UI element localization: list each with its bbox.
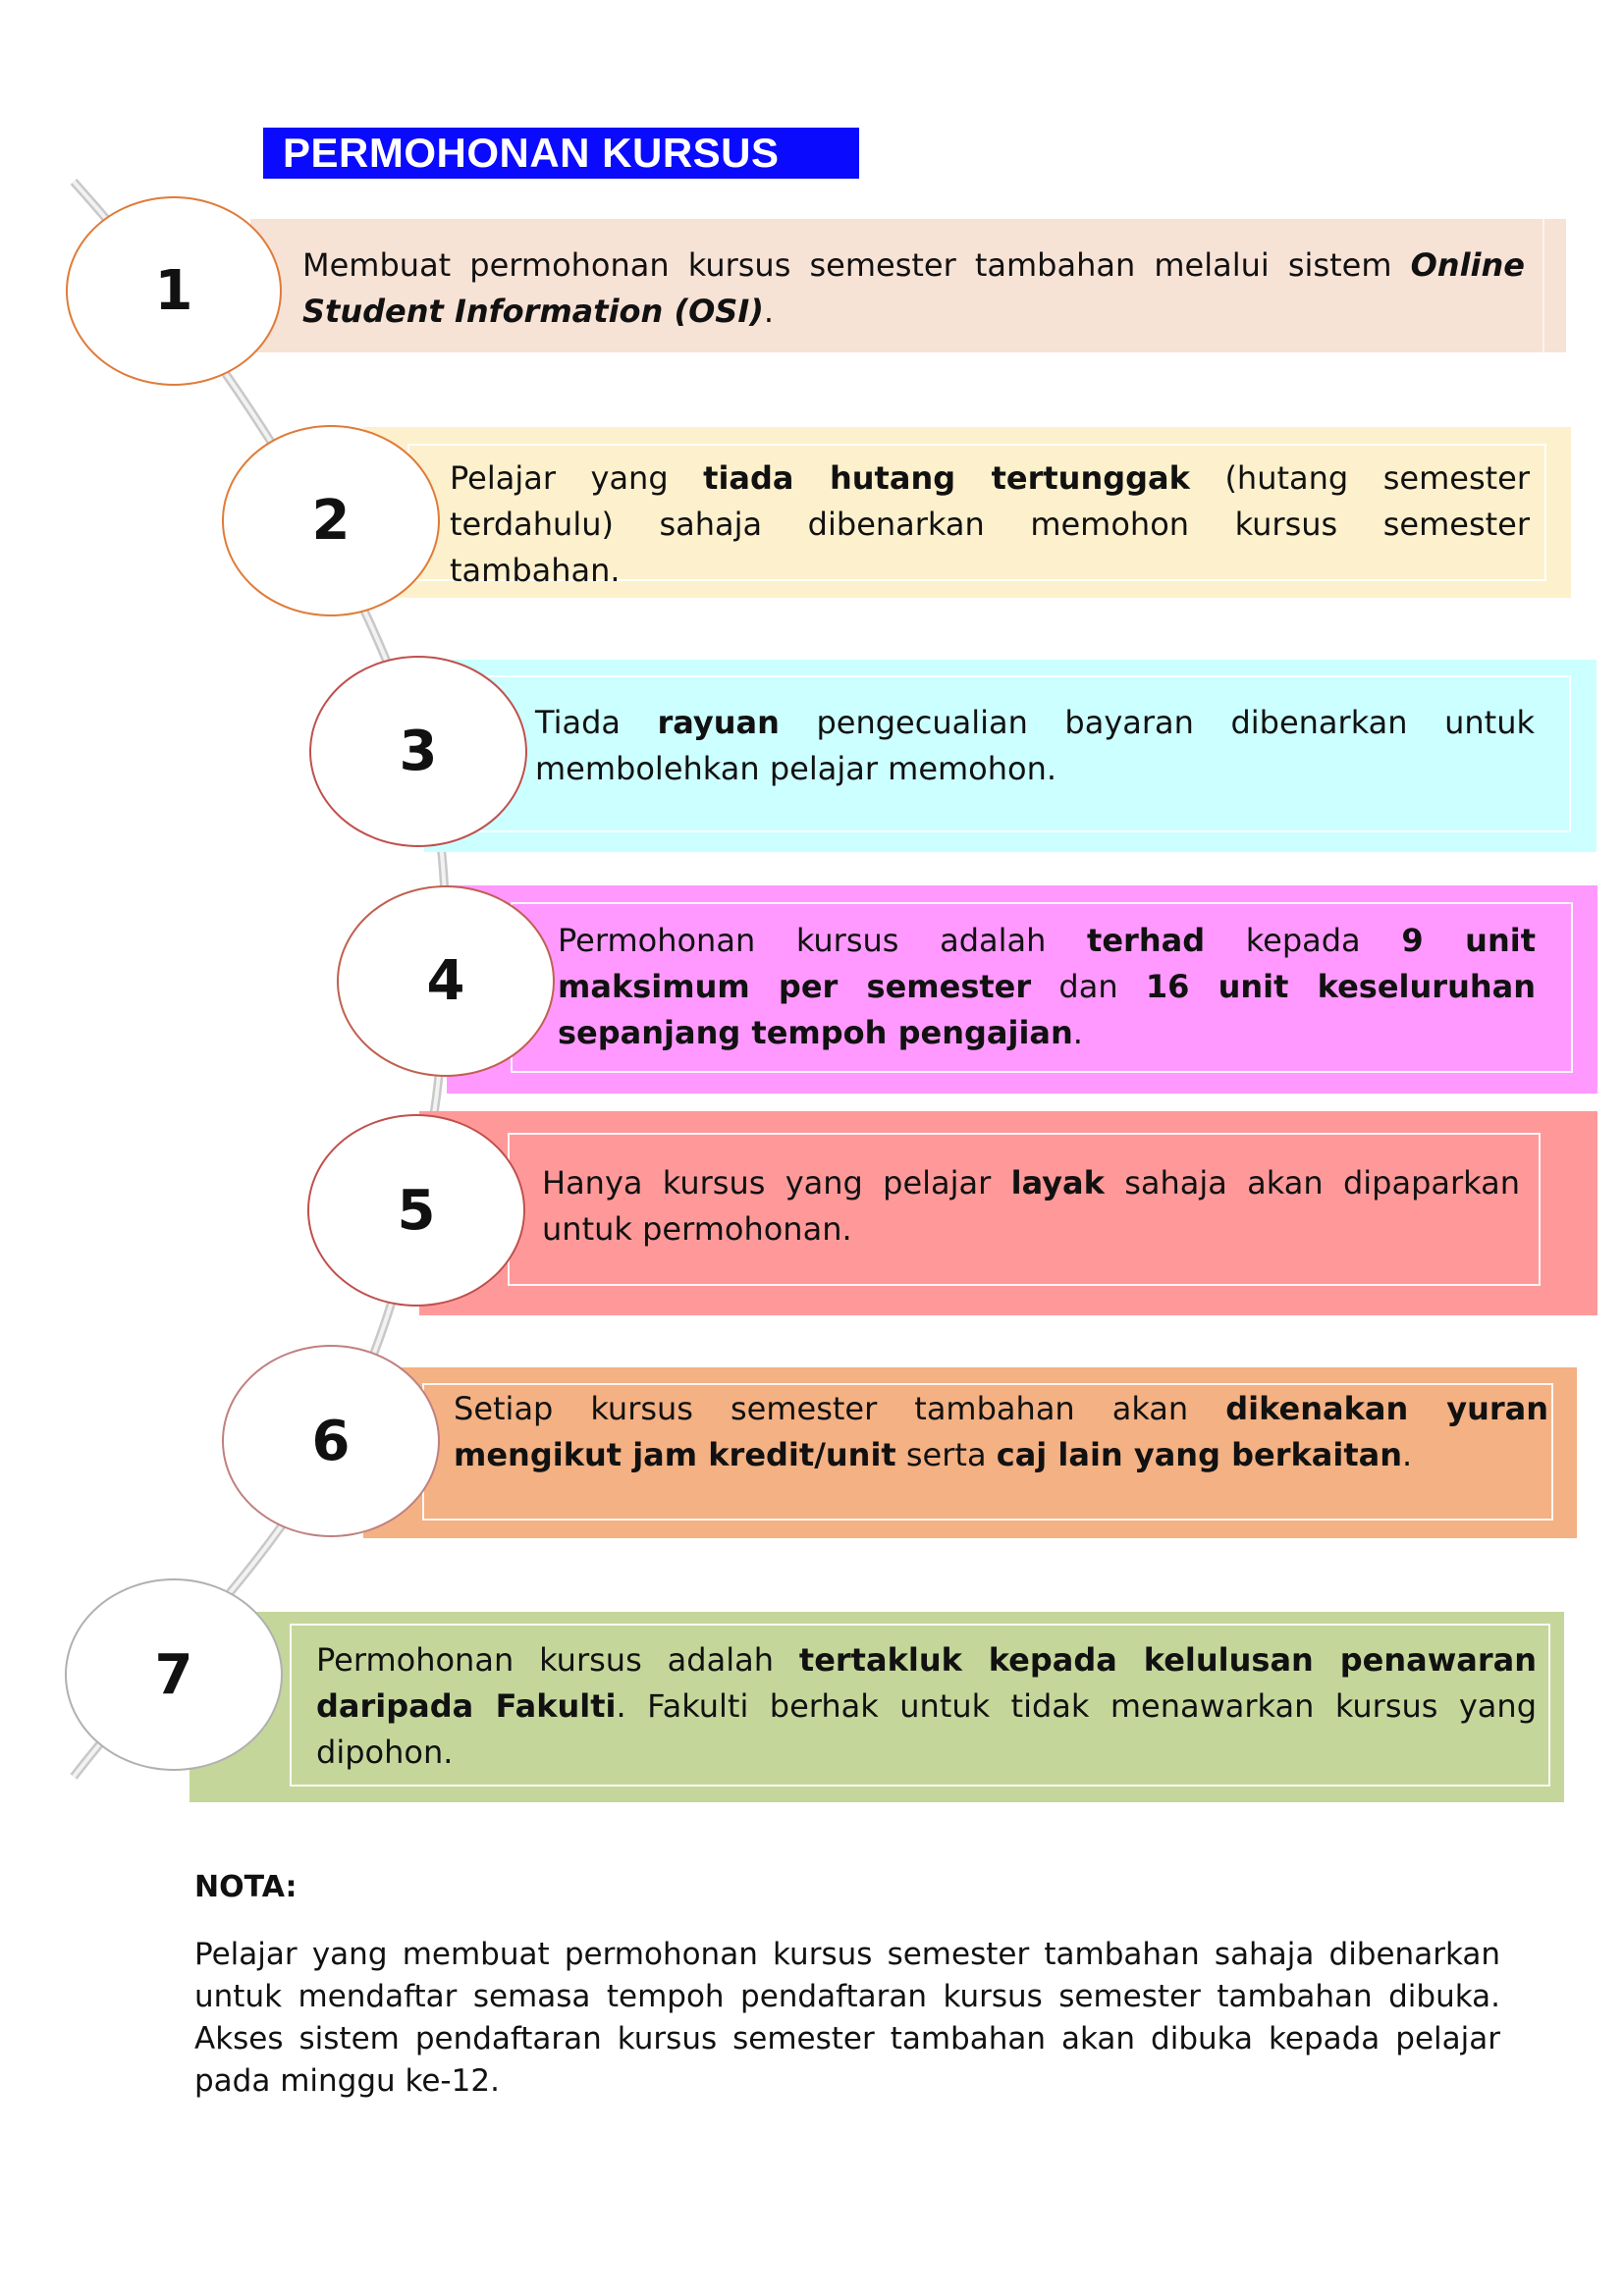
step-1-text-run: . <box>763 293 775 330</box>
step-3-text <box>535 700 1535 792</box>
nota-heading: NOTA: <box>194 1870 298 1904</box>
step-4-text-run: 16 unit keseluruhan sepanjang tempoh pengajian <box>558 968 1536 1051</box>
step-6-text-run: Setiap kursus semester tambahan akan <box>454 1390 1226 1427</box>
step-7-text-run: . Fakulti berhak untuk tidak menawarkan kursus yang dipohon. <box>316 1687 1537 1771</box>
step-3-number: 3 <box>309 656 527 847</box>
step-1-text <box>302 242 1525 335</box>
step-4-text-run: 9 unit maksimum per semester <box>558 922 1537 1005</box>
page-title: PERMOHONAN KURSUS <box>263 128 859 179</box>
step-3-text-run: pengecualian bayaran dibenarkan untuk membolehkan pelajar memohon. <box>535 704 1536 787</box>
step-6-number: 6 <box>222 1345 440 1537</box>
step-7-text-run: Permohonan kursus adalah <box>316 1641 799 1679</box>
nota-text: Pelajar yang membuat permohonan kursus semester tambahan sahaja dibenarkan untuk mendaftar semasa tempoh pendaftaran kursus semester tambahan dibuka. Akses sistem pendaftaran kursus semester tambahan akan dibuka kepada pelajar pada minggu ke-12. <box>194 1937 1500 2099</box>
step-4-text-run: kepada <box>1205 922 1402 959</box>
step-6-text-run: dikenakan yuran mengikut jam kredit/unit <box>454 1390 1549 1473</box>
step-3-text-run: rayuan <box>657 704 780 741</box>
step-4-text <box>558 918 1536 1056</box>
step-4-number: 4 <box>337 885 555 1077</box>
step-2-text-run: tiada hutang tertunggak <box>703 459 1190 497</box>
step-1-number: 1 <box>66 196 282 386</box>
step-2-text <box>450 455 1530 594</box>
step-4-text-run: . <box>1072 1014 1083 1051</box>
step-2-text-run: (hutang semester terdahulu) sahaja dibenarkan memohon kursus semester tambahan. <box>450 459 1531 589</box>
step-5-text-run: layak <box>1010 1164 1105 1201</box>
step-5-text-run: Hanya kursus yang pelajar <box>542 1164 1011 1201</box>
step-2-text-run: Pelajar yang <box>450 459 704 497</box>
step-4-text-run: Permohonan kursus adalah <box>558 922 1088 959</box>
step-6-text <box>454 1386 1548 1478</box>
step-6-text-run: serta <box>895 1436 997 1473</box>
step-3-text-run: Tiada <box>535 704 658 741</box>
step-5-text <box>542 1160 1520 1253</box>
step-7-text <box>316 1637 1537 1776</box>
step-7-text-run: tertakluk kepada kelulusan penawaran daripada Fakulti <box>316 1641 1537 1725</box>
step-5-text-run: sahaja akan dipaparkan untuk permohonan. <box>542 1164 1520 1248</box>
step-7-number: 7 <box>65 1578 283 1771</box>
step-6-text-run: . <box>1402 1436 1413 1473</box>
step-6-text-run: caj lain yang berkaitan <box>996 1436 1403 1473</box>
step-1-text-run: Online Student Information (OSI) <box>302 246 1525 330</box>
step-2-number: 2 <box>222 425 440 616</box>
step-1-text-run: Membuat permohonan kursus semester tambahan melalui sistem <box>302 246 1411 284</box>
step-5-number: 5 <box>307 1114 525 1307</box>
step-4-text-run: terhad <box>1087 922 1206 959</box>
step-4-text-run: dan <box>1031 968 1146 1005</box>
